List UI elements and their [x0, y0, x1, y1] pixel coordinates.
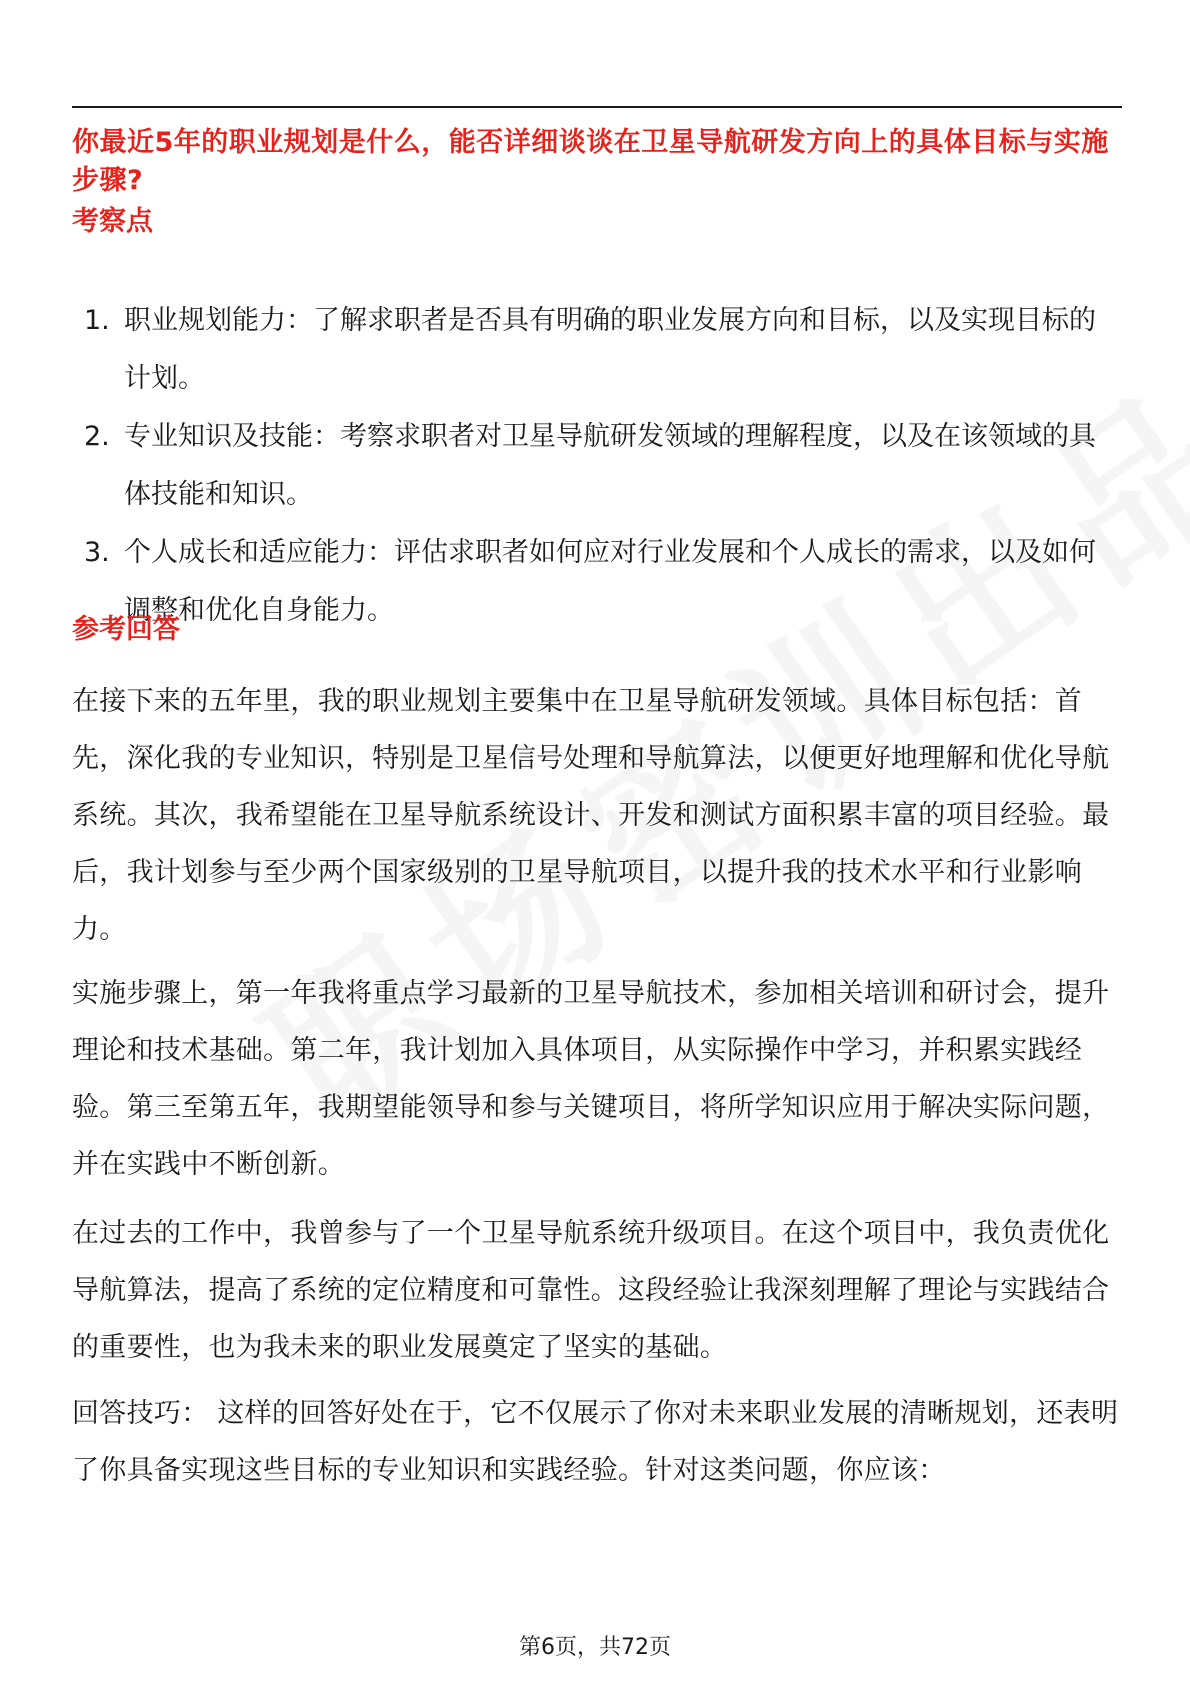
top-rule: [72, 106, 1122, 108]
page-footer: 第6页，共72页: [519, 1635, 671, 1660]
answer-paragraph: 实施步骤上，第一年我将重点学习最新的卫星导航技术，参加相关培训和研讨会，提升理论和技术基础。第二年，我计划加入具体项目，从实际操作中学习，并积累实践经验。第三至第五年，我期望能领导和参与关键项目，将所学知识应用于解决实际问题，并在实践中不断创新。: [72, 978, 1110, 1180]
list-number: 2.: [84, 421, 110, 452]
list-number: 3.: [84, 537, 110, 568]
list-text: 专业知识及技能：考察求职者对卫星导航研发领域的理解程度，以及在该领域的具体技能和知识。: [124, 421, 1096, 510]
list-item: [72, 524, 1122, 640]
list-item: [72, 408, 1122, 524]
section-title-examine: 考察点: [72, 206, 153, 237]
list-text: 职业规划能力：了解求职者是否具有明确的职业发展方向和目标，以及实现目标的计划。: [124, 305, 1096, 394]
list-item: [72, 292, 1122, 408]
answer-tips-paragraph: 回答技巧： 这样的回答好处在于，它不仅展示了你对未来职业发展的清晰规划，还表明了你具备实现这些目标的专业知识和实践经验。针对这类问题，你应该：: [72, 1398, 1119, 1486]
examine-list: [72, 292, 1122, 640]
answer-paragraph: 在过去的工作中，我曾参与了一个卫星导航系统升级项目。在这个项目中，我负责优化导航算法，提高了系统的定位精度和可靠性。这段经验让我深刻理解了理论与实践结合的重要性，也为我未来的职业发展奠定了坚实的基础。: [72, 1218, 1110, 1363]
answer-paragraph: 在接下来的五年里，我的职业规划主要集中在卫星导航研发领域。具体目标包括：首先，深化我的专业知识，特别是卫星信号处理和导航算法，以便更好地理解和优化导航系统。其次，我希望能在卫星导航系统设计、开发和测试方面积累丰富的项目经验。最后，我计划参与至少两个国家级别的卫星导航项目，以提升我的技术水平和行业影响力。: [72, 686, 1110, 945]
list-text: 个人成长和适应能力：评估求职者如何应对行业发展和个人成长的需求，以及如何调整和优化自身能力。: [124, 537, 1096, 626]
list-number: 1.: [84, 305, 110, 336]
section-title-answer: 参考回答: [72, 614, 180, 645]
question-heading: 你最近5年的职业规划是什么，能否详细谈谈在卫星导航研发方向上的具体目标与实施步骤?: [72, 127, 1109, 196]
